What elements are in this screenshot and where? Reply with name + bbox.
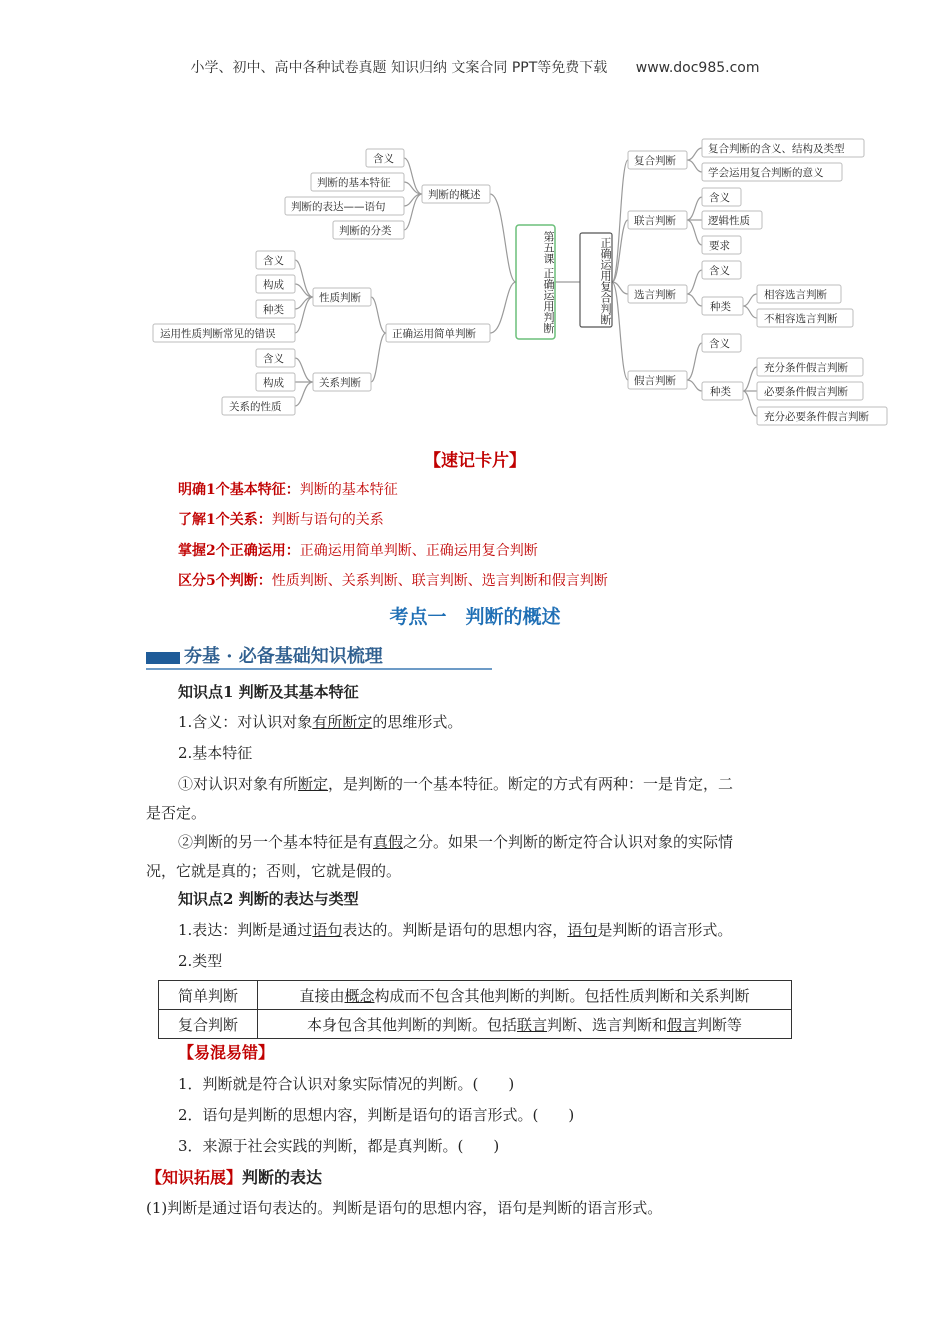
node-disjunctive-kind: 相容选言判断 (764, 289, 827, 301)
node-compound-child: 学会运用复合判断的意义 (708, 167, 824, 179)
node-relation-child: 关系的性质 (229, 401, 282, 413)
card-title: 【速记卡片】 (424, 451, 526, 471)
kp1-feature-2-cont: 况，它就是真的；否则，它就是假的。 (146, 862, 402, 880)
node-overview-child: 含义 (373, 153, 394, 165)
node-compound: 复合判断 (634, 155, 676, 167)
confuse-item: 2．语句是判断的思想内容，判断是语句的语言形式。( ) (178, 1106, 575, 1124)
table-cell-desc: 本身包含其他判断的判断。包括联言判断、选言判断和假言判断等 (258, 1010, 792, 1039)
card-line: 明确1个基本特征：判断的基本特征 (178, 482, 398, 498)
node-nature-child: 种类 (263, 304, 284, 316)
table-row (159, 981, 792, 1010)
extend-paragraph: (1)判断是通过语句表达的。判断是语句的思想内容，语句是判断的语言形式。 (146, 1199, 663, 1217)
extend-heading: 【知识拓展】判断的表达 (146, 1168, 323, 1187)
node-relation: 关系判断 (319, 377, 361, 389)
node-overview-child: 判断的表达——语句 (291, 201, 386, 213)
kp1-feature-title: 2.基本特征 (178, 744, 253, 762)
kp2-expression: 1.表达：判断是通过语句表达的。判断是语句的思想内容，语句是判断的语言形式。 (178, 921, 733, 939)
kp1-feature-1: ①对认识对象有所断定，是判断的一个基本特征。断定的方式有两种：一是肯定，二 (178, 775, 734, 793)
node-relation-child: 含义 (263, 353, 284, 365)
node-conjunctive-child: 要求 (709, 240, 730, 252)
node-hypothetical: 假言判断 (634, 375, 676, 387)
node-conjunctive-child: 含义 (709, 192, 730, 204)
confuse-title: 【易混易错】 (178, 1043, 275, 1062)
band-text: 夯基 · 必备基础知识梳理 (184, 646, 383, 667)
node-disjunctive-child: 种类 (710, 301, 731, 313)
band-bar (146, 652, 180, 664)
section-band (146, 642, 492, 670)
types-table (158, 980, 792, 1039)
mind-map (0, 130, 950, 430)
node-nature-child: 构成 (263, 279, 284, 291)
kp1-feature-2: ②判断的另一个基本特征是有真假之分。如果一个判断的断定符合认识对象的实际情 (178, 833, 734, 851)
node-hypothetical-child: 种类 (710, 386, 731, 398)
node-hypothetical-kind: 充分条件假言判断 (764, 362, 848, 374)
node-nature-child: 含义 (263, 255, 284, 267)
page-header (0, 57, 950, 77)
kp2-type-title: 2.类型 (178, 952, 223, 970)
node-disjunctive-kind: 不相容选言判断 (764, 313, 838, 325)
header-text: 小学、初中、高中各种试卷真题 知识归纳 文案合同 PPT等免费下载 (190, 60, 608, 76)
node-nature-child: 运用性质判断常见的错误 (160, 328, 276, 340)
kp2-title: 知识点2 判断的表达与类型 (178, 890, 359, 908)
node-disjunctive-child: 含义 (709, 265, 730, 277)
node-hypothetical-kind: 必要条件假言判断 (764, 386, 848, 398)
node-disjunctive: 选言判断 (634, 289, 676, 301)
node-conjunctive: 联言判断 (634, 215, 676, 227)
node-hypothetical-child: 含义 (709, 338, 730, 350)
node-conjunctive-child: 逻辑性质 (708, 215, 750, 227)
node-overview: 判断的概述 (428, 189, 481, 201)
node-compound-child: 复合判断的含义、结构及类型 (708, 143, 845, 155)
table-cell-name: 简单判断 (159, 981, 258, 1010)
node-nature: 性质判断 (319, 292, 361, 304)
header-site: www.doc985.com (635, 60, 760, 76)
center-label-right: 正确运用复合判断 (599, 237, 612, 325)
kp1-title: 知识点1 判断及其基本特征 (178, 683, 359, 701)
table-cell-desc: 直接由概念构成而不包含其他判断的判断。包括性质判断和关系判断 (258, 981, 792, 1010)
card-line: 掌握2个正确运用：正确运用简单判断、正确运用复合判断 (178, 543, 538, 559)
table-cell-name: 复合判断 (159, 1010, 258, 1039)
band-underline (146, 668, 492, 670)
center-label-left: 第五课 正确运用判断 (542, 230, 555, 334)
node-overview-child: 判断的基本特征 (317, 177, 391, 189)
kp1-feature-1-cont: 是否定。 (146, 804, 207, 822)
node-overview-child: 判断的分类 (339, 225, 392, 237)
kp1-definition: 1.含义：对认识对象有所断定的思维形式。 (178, 713, 463, 731)
node-hypothetical-kind: 充分必要条件假言判断 (764, 411, 869, 423)
card-line: 了解1个关系：判断与语句的关系 (178, 512, 384, 528)
section-title: 考点一 判断的概述 (389, 606, 561, 628)
node-relation-child: 构成 (263, 377, 284, 389)
table-row (159, 1010, 792, 1039)
node-simple: 正确运用简单判断 (392, 328, 476, 340)
confuse-item: 1．判断就是符合认识对象实际情况的判断。( ) (178, 1075, 515, 1093)
card-line: 区分5个判断：性质判断、关系判断、联言判断、选言判断和假言判断 (178, 573, 608, 589)
confuse-item: 3．来源于社会实践的判断，都是真判断。( ) (178, 1137, 500, 1155)
